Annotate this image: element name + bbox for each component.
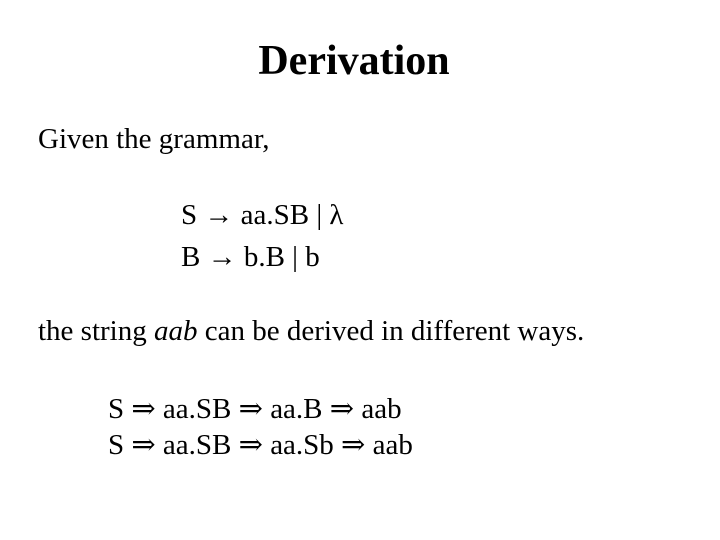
- sentence-after: can be derived in different ways.: [197, 315, 585, 347]
- sentence-emphasis: aab: [154, 315, 198, 347]
- derivation-sentence: [38, 314, 584, 348]
- derivation-line-2: S ⇒ aa.SB ⇒ aa.Sb ⇒ aab: [108, 429, 413, 461]
- sentence-before: the string: [38, 315, 154, 347]
- derivation-line-1: S ⇒ aa.SB ⇒ aa.B ⇒ aab: [108, 393, 402, 425]
- grammar-rule-b: B → b.B | b: [181, 241, 320, 273]
- grammar-rule-s: S → aa.SB | λ: [181, 199, 344, 231]
- slide-title: Derivation: [258, 38, 450, 84]
- intro-text: Given the grammar,: [38, 123, 270, 155]
